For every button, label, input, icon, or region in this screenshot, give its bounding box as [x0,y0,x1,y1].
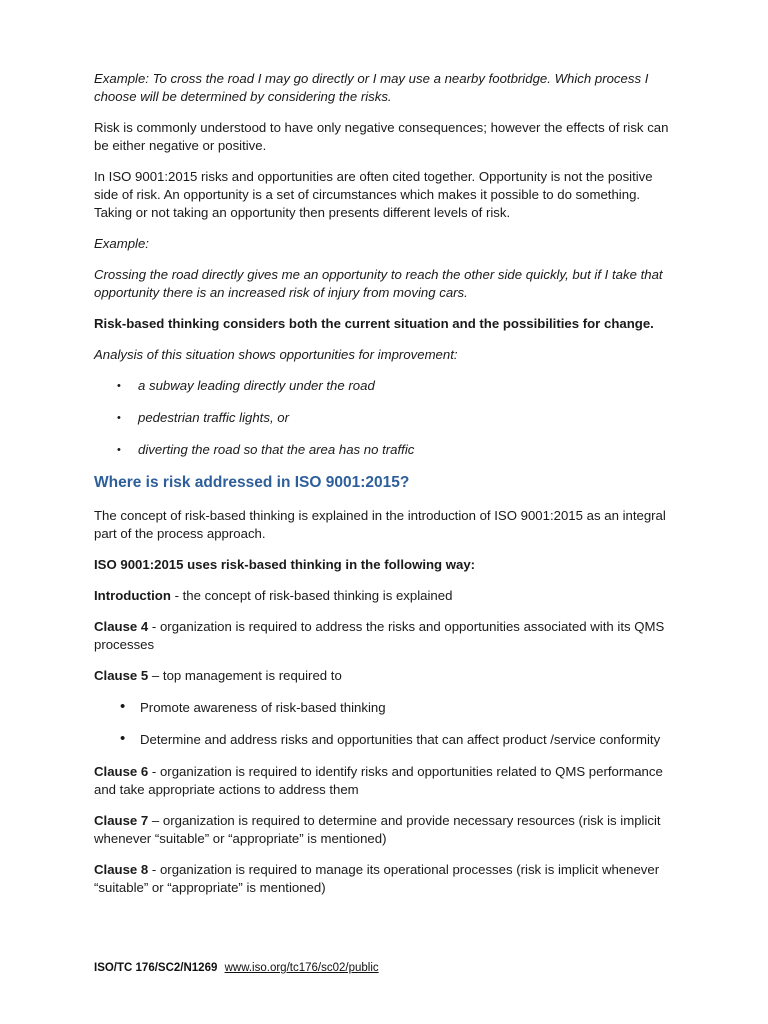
footer-link[interactable]: www.iso.org/tc176/sc02/public [224,962,379,974]
crossing-road-paragraph: Crossing the road directly gives me an opportunity to reach the other side quickly, but if I take that opportunity there is an increased risk of injury from moving cars. [94,267,663,300]
bullet-icon: • [117,412,121,424]
uses-paragraph: ISO 9001:2015 uses risk-based thinking in the following way: [94,557,476,572]
list-item [94,377,676,395]
clause8-text: - organization is required to manage its operational processes (risk is implicit whenever “suitable” or “appropriate” is mentioned) [94,862,660,895]
clause6-label: Clause 6 [94,764,149,779]
list-item-text: a subway leading directly under the road [138,378,375,393]
clause7-paragraph [94,812,676,848]
clause5-paragraph [94,667,676,685]
section-heading: Where is risk addressed in ISO 9001:2015? [94,474,410,491]
example-footbridge-paragraph: Example: To cross the road I may go directly or I may use a nearby footbridge. Which process I choose will be determined by considering the risks. [94,71,649,104]
bullet-icon: • [120,698,126,715]
list-item-text: Promote awareness of risk-based thinking [140,700,386,715]
clause4-paragraph [94,618,676,654]
clause4-text: - organization is required to address the risks and opportunities associated with its QMS processes [94,619,665,652]
example-label: Example: [94,236,149,251]
clause7-label: Clause 7 [94,813,149,828]
bullet-icon: • [117,380,121,392]
clause4-label: Clause 4 [94,619,149,634]
list-item-text: diverting the road so that the area has no traffic [138,442,415,457]
bullet-icon: • [120,730,126,747]
iso-risks-opportunities-paragraph: In ISO 9001:2015 risks and opportunities are often cited together. Opportunity is not the positive side of risk. An opportunity is a set of circumstances which makes it possible to do something. Taking or not taking an opportunity then presents different levels of risk. [94,169,653,220]
clause8-paragraph [94,861,676,897]
concept-paragraph: The concept of risk-based thinking is explained in the introduction of ISO 9001:2015 as an integral part of the process approach. [94,508,666,541]
page-footer [94,962,379,974]
introduction-text: - the concept of risk-based thinking is explained [170,588,453,603]
introduction-paragraph [94,587,676,605]
document-id: ISO/TC 176/SC2/N1269 [94,962,218,974]
clause5-label: Clause 5 [94,668,149,683]
clause7-text: – organization is required to determine and provide necessary resources (risk is implicit whenever “suitable” or “appropriate” is mentioned) [94,813,661,846]
improvements-list [94,377,676,459]
introduction-label: Introduction [94,588,171,603]
clause5-list [94,699,676,749]
rbt-considers-paragraph: Risk-based thinking considers both the current situation and the possibilities for change. [94,316,654,331]
list-item-text: pedestrian traffic lights, or [138,410,289,425]
list-item [94,409,676,427]
risk-understood-paragraph: Risk is commonly understood to have only negative consequences; however the effects of risk can be either negative or positive. [94,120,669,153]
analysis-paragraph: Analysis of this situation shows opportunities for improvement: [94,347,458,362]
clause5-text: – top management is required to [148,668,342,683]
clause6-text: - organization is required to identify risks and opportunities related to QMS performance and take appropriate actions to address them [94,764,663,797]
clause6-paragraph [94,763,676,799]
list-item-text: Determine and address risks and opportunities that can affect product /service conformity [140,732,661,747]
list-item [94,699,676,717]
clause8-label: Clause 8 [94,862,149,877]
document-page [94,70,676,910]
list-item [94,441,676,459]
bullet-icon: • [117,444,121,456]
list-item [94,731,676,749]
